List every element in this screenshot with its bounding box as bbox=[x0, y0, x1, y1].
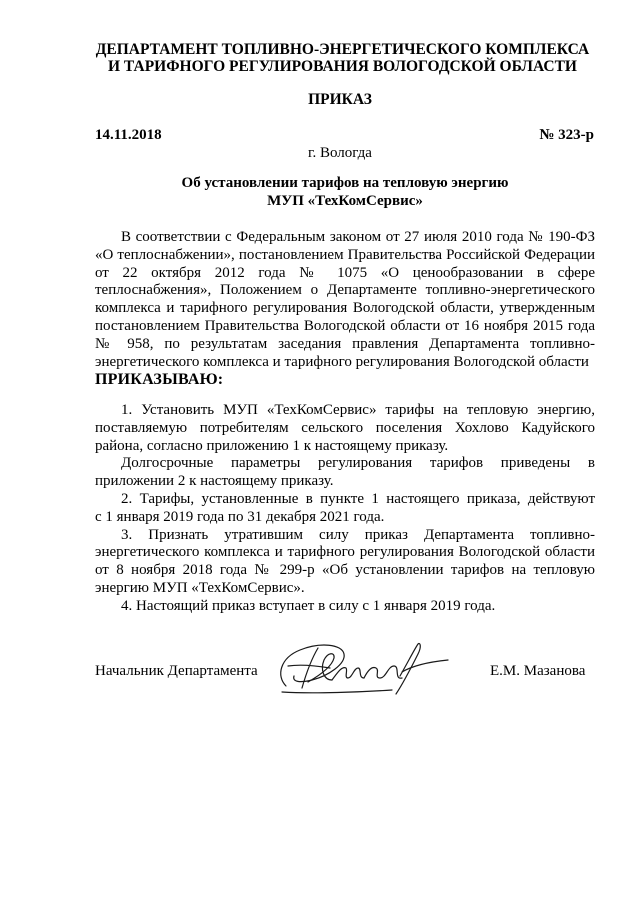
preamble-line: энергетического комплекса и тарифного регулирования Вологодской области bbox=[95, 353, 589, 370]
item-line: приложении 2 к настоящему приказу. bbox=[95, 473, 334, 490]
order-items bbox=[95, 402, 595, 616]
handwritten-signature bbox=[272, 636, 452, 698]
preamble-line: от 22 октября 2012 года № 1075 «О ценообразовании в сфере bbox=[95, 264, 595, 281]
subject-line-2: МУП «ТехКомСервис» bbox=[267, 193, 423, 209]
order-word: ПРИКАЗЫВАЮ: bbox=[95, 371, 224, 388]
preamble-line: комплекса и тарифного регулирования Вологодской области, утвержденным bbox=[95, 300, 595, 317]
signatory-name: Е.М. Мазанова bbox=[490, 663, 586, 679]
signatory-position: Начальник Департамента bbox=[95, 663, 258, 679]
item-line: района, согласно приложению 1 к настоящему приказу. bbox=[95, 437, 449, 454]
document-date: 14.11.2018 bbox=[95, 127, 162, 143]
preamble-line: «О теплоснабжении», постановлением Правительства Российской Федерации bbox=[95, 246, 595, 263]
document-number: № 323-р bbox=[539, 127, 594, 143]
item-line: от 8 ноября 2018 года № 299-р «Об установлении тарифов на тепловую bbox=[95, 562, 595, 579]
item-line: 2. Тарифы, установленные в пункте 1 настоящего приказа, действуют bbox=[121, 490, 595, 507]
item-line: 3. Признать утратившим силу приказ Департамента топливно- bbox=[121, 526, 595, 543]
subject-line-1: Об установлении тарифов на тепловую энергию bbox=[181, 175, 509, 191]
department-header-line-1: ДЕПАРТАМЕНТ ТОПЛИВНО-ЭНЕРГЕТИЧЕСКОГО КОМПЛЕКСА bbox=[95, 41, 590, 58]
document-type: ПРИКАЗ bbox=[308, 91, 372, 108]
preamble-line: № 958, по результатам заседания правления Департамента топливно- bbox=[95, 335, 595, 352]
item-line: 1. Установить МУП «ТехКомСервис» тарифы на тепловую энергию, bbox=[121, 402, 595, 418]
preamble-line: постановлением Правительства Вологодской области от 16 ноября 2015 года bbox=[95, 317, 595, 334]
document-city: г. Вологда bbox=[308, 145, 372, 161]
preamble bbox=[95, 229, 595, 371]
item-line: Долгосрочные параметры регулирования тарифов приведены в bbox=[121, 455, 595, 472]
department-header-line-2: И ТАРИФНОГО РЕГУЛИРОВАНИЯ ВОЛОГОДСКОЙ ОБЛАСТИ bbox=[108, 58, 577, 75]
preamble-line: В соответствии с Федеральным законом от 27 июля 2010 года № 190-ФЗ bbox=[121, 229, 595, 245]
document-subject bbox=[95, 174, 595, 210]
item-line: энергию МУП «ТехКомСервис». bbox=[95, 579, 305, 596]
item-line: с 1 января 2019 года по 31 декабря 2021 года. bbox=[95, 508, 385, 525]
item-line: поставляемую потребителям сельского поселения Хохлово Кадуйского bbox=[95, 419, 595, 436]
preamble-line: теплоснабжения», Положением о Департаменте топливно-энергетического bbox=[95, 282, 595, 299]
item-line: энергетического комплекса и тарифного регулирования Вологодской области bbox=[95, 544, 595, 561]
item-line: 4. Настоящий приказ вступает в силу с 1 января 2019 года. bbox=[121, 597, 496, 614]
